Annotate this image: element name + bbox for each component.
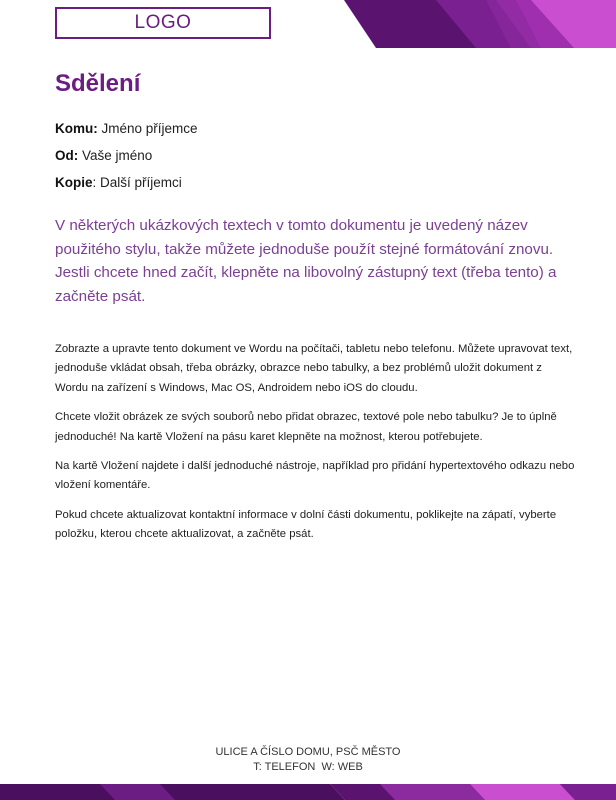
body-paragraph[interactable]: Na kartě Vložení najdete i další jednoduché nástroje, například pro přidání hypertextového odkazu nebo vložení komentáře.	[55, 460, 575, 492]
footer-decoration	[0, 784, 616, 800]
to-field[interactable]	[55, 120, 575, 147]
body-paragraph[interactable]: Zobrazte a upravte tento dokument ve Wordu na počítači, tabletu nebo telefonu. Můžete upravovat text, jednoduše vkládat obsah, třeba obrázky, obrazce nebo tabulky, a bez problémů uložit dokument z Wordu na zařízení s Windows, Mac OS, Androidem nebo iOS do cloudu.	[55, 343, 573, 394]
memo-fields	[55, 120, 575, 201]
body-paragraph[interactable]: Chcete vložit obrázek ze svých souborů nebo přidat obrazec, textové pole nebo tabulku? Je to úplně jednoduché! Na kartě Vložení na pásu karet klepněte na možnost, kterou potřebujete.	[55, 411, 557, 443]
from-label: Od:	[55, 148, 79, 163]
header-decoration	[316, 0, 616, 48]
logo-text: LOGO	[134, 12, 192, 33]
body-paragraph[interactable]: Pokud chcete aktualizovat kontaktní informace v dolní části dokumentu, poklikejte na zápatí, vyberte položku, kterou chcete aktualizovat, a začněte psát.	[55, 508, 557, 541]
footer-contact: T: TELEFON W: WEB	[253, 761, 363, 773]
from-value[interactable]: Vaše jméno	[78, 148, 153, 163]
footer-address[interactable]	[0, 745, 616, 775]
document-title[interactable]: Sdělení	[55, 70, 141, 97]
cc-value[interactable]: : Další příjemci	[92, 175, 182, 190]
to-label: Komu:	[55, 121, 98, 136]
intro-paragraph[interactable]: V některých ukázkových textech v tomto dokumentu je uvedený název použitého stylu, takže můžete jednoduše použít stejné formátování znovu. Jestli chcete hned začít, klepněte na libovolný zástupný text (třeba tento) a začněte psát.	[55, 217, 557, 305]
logo-placeholder[interactable]	[55, 7, 271, 39]
cc-field[interactable]	[55, 174, 575, 201]
cc-label: Kopie	[55, 175, 93, 190]
body-text	[55, 340, 575, 555]
from-field[interactable]	[55, 147, 575, 174]
to-value[interactable]: Jméno příjemce	[97, 121, 198, 136]
footer-street: ULICE A ČÍSLO DOMU, PSČ MĚSTO	[215, 746, 401, 758]
